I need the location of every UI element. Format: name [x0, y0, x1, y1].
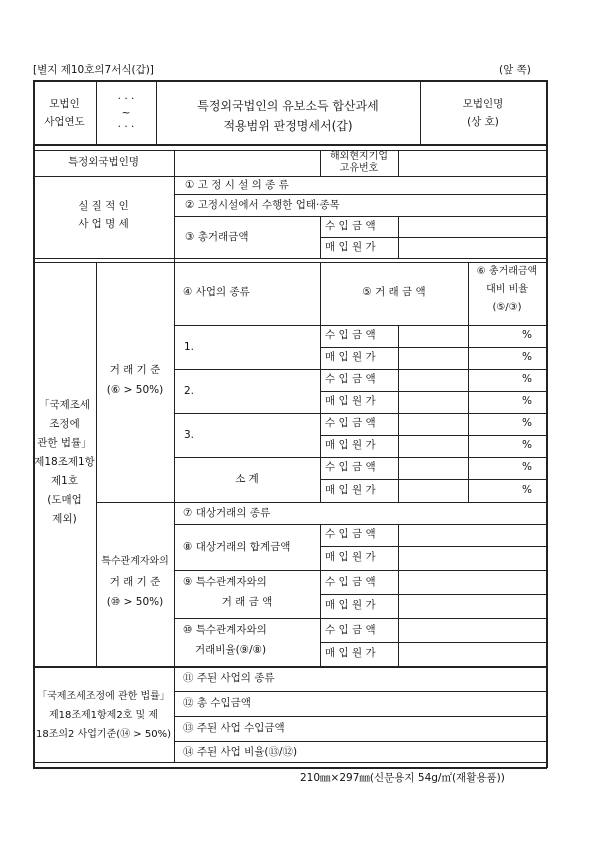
item9-income-label: 수 입 금 액 — [325, 576, 376, 588]
item-9-label-2: 거 래 금 액 — [221, 596, 273, 608]
item-2-label: ② 고정시설에서 수행한 업태·종목 — [185, 199, 340, 211]
company-name-label: 특정외국법인명 — [67, 156, 139, 168]
item-1-label: ① 고 정 시 설 의 종 류 — [185, 179, 289, 191]
criterion-a-label-1: 거 래 기 준 — [109, 364, 161, 376]
fy-start-date[interactable]: · · · — [117, 93, 135, 105]
law1-label-line: 제1호 — [51, 475, 78, 487]
item-13-label: ⑬ 주된 사업 수입금액 — [183, 722, 285, 734]
row1-income-pct: % — [522, 329, 532, 341]
fy-label-1: 모법인 — [49, 98, 80, 110]
law1-label-line: 관한 법률」 — [37, 437, 92, 449]
criterion-b-label-2: 거 래 기 준 — [109, 576, 161, 588]
item-12-label: ⑫ 총 수입금액 — [183, 697, 251, 709]
subtotal-income-label: 수 입 금 액 — [325, 461, 376, 473]
row1-purchase-label: 매 입 원 가 — [325, 351, 376, 363]
business-row-3: 3. — [184, 429, 195, 441]
row3-purchase-pct: % — [522, 439, 532, 451]
row2-purchase-pct: % — [522, 395, 532, 407]
row2-purchase-label: 매 입 원 가 — [325, 395, 376, 407]
company-name-field[interactable] — [175, 151, 320, 176]
form-title-line-2: 적용범위 판정명세서(갑) — [223, 119, 353, 133]
fy-end-date[interactable]: · · · — [117, 121, 135, 133]
law1-label-line: 「국제조세 — [38, 399, 91, 411]
ratio-header-3: (⑤/③) — [492, 302, 522, 313]
item-8-label: ⑧ 대상거래의 합계금액 — [183, 541, 291, 553]
page-side: (앞 쪽) — [499, 64, 531, 76]
item-14-label: ⑭ 주된 사업 비율(⑬/⑫) — [183, 746, 298, 758]
law2-label-2: 제18조제1항제2호 및 제 — [48, 710, 159, 721]
item10-purchase-label: 매 입 원 가 — [325, 647, 376, 659]
law1-label-line: 제외) — [52, 513, 77, 525]
form-title-line-1: 특정외국법인의 유보소득 합산과세 — [197, 99, 379, 113]
item8-purchase-label: 매 입 원 가 — [325, 551, 376, 563]
row1-income-label: 수 입 금 액 — [325, 329, 376, 341]
form-id: [별지 제10호의7서식(갑)] — [33, 64, 154, 76]
ratio-header-2: 대비 비율 — [486, 284, 528, 295]
law1-label-line: 조정에 — [49, 418, 80, 430]
substantive-label-1: 실 질 적 인 — [78, 200, 129, 212]
parent-name-label-2: (상 호) — [467, 116, 499, 128]
item-3-label: ③ 총거래금액 — [185, 231, 249, 243]
parent-name-label-1: 모법인명 — [462, 98, 504, 110]
total-purchase-label: 매 입 원 가 — [325, 241, 376, 253]
ratio-header-1: ⑥ 총거래금액 — [476, 266, 538, 277]
criterion-b-label-3: (⑩ > 50%) — [106, 596, 164, 608]
item-9-label-1: ⑨ 특수관계자와의 — [183, 576, 267, 588]
item-7-label: ⑦ 대상거래의 종류 — [183, 507, 271, 519]
criterion-b-label-1: 특수관계자와의 — [101, 556, 169, 567]
criterion-a-label-2: (⑥ > 50%) — [106, 384, 164, 396]
item9-purchase-label: 매 입 원 가 — [325, 599, 376, 611]
law1-label-line: (도매업 — [47, 494, 82, 506]
fy-tilde: ~ — [121, 107, 131, 119]
business-row-1: 1. — [184, 341, 195, 353]
overseas-code-label-1: 해외현지기업 — [330, 151, 388, 162]
row1-purchase-pct: % — [522, 351, 532, 363]
fy-label-2: 사업연도 — [44, 116, 85, 128]
substantive-label-2: 사 업 명 세 — [78, 218, 129, 230]
law2-label-3: 18조의2 사업기준(⑭ > 50%) — [36, 729, 171, 740]
subtotal-purchase-label: 매 입 원 가 — [325, 484, 376, 496]
total-income-label: 수 입 금 액 — [325, 220, 376, 232]
item10-income-label: 수 입 금 액 — [325, 624, 376, 636]
business-row-2: 2. — [184, 385, 195, 397]
law1-label-line: 제18조제1항 — [34, 456, 95, 468]
row2-income-label: 수 입 금 액 — [325, 373, 376, 385]
item-10-label-2: 거래비율(⑨/⑧) — [195, 644, 267, 656]
subtotal-income-pct: % — [522, 461, 532, 473]
row3-purchase-label: 매 입 원 가 — [325, 439, 376, 451]
paper-spec: 210㎜×297㎜(신문용지 54g/㎡(재활용품)) — [300, 772, 505, 784]
item-11-label: ⑪ 주된 사업의 종류 — [183, 672, 275, 684]
item8-income-label: 수 입 금 액 — [325, 528, 376, 540]
row2-income-pct: % — [522, 373, 532, 385]
overseas-code-field[interactable] — [399, 151, 546, 176]
subtotal-label: 소 계 — [235, 473, 259, 485]
subtotal-purchase-pct: % — [522, 484, 532, 496]
business-type-header: ④ 사업의 종류 — [183, 286, 250, 298]
item-10-label-1: ⑩ 특수관계자와의 — [183, 624, 267, 636]
row3-income-pct: % — [522, 417, 532, 429]
overseas-code-label-2: 고유번호 — [339, 163, 379, 174]
transaction-amount-header: ⑤ 거 래 금 액 — [362, 286, 426, 298]
row3-income-label: 수 입 금 액 — [325, 417, 376, 429]
law2-label-1: 「국제조세조정에 관한 법률」 — [37, 691, 170, 702]
